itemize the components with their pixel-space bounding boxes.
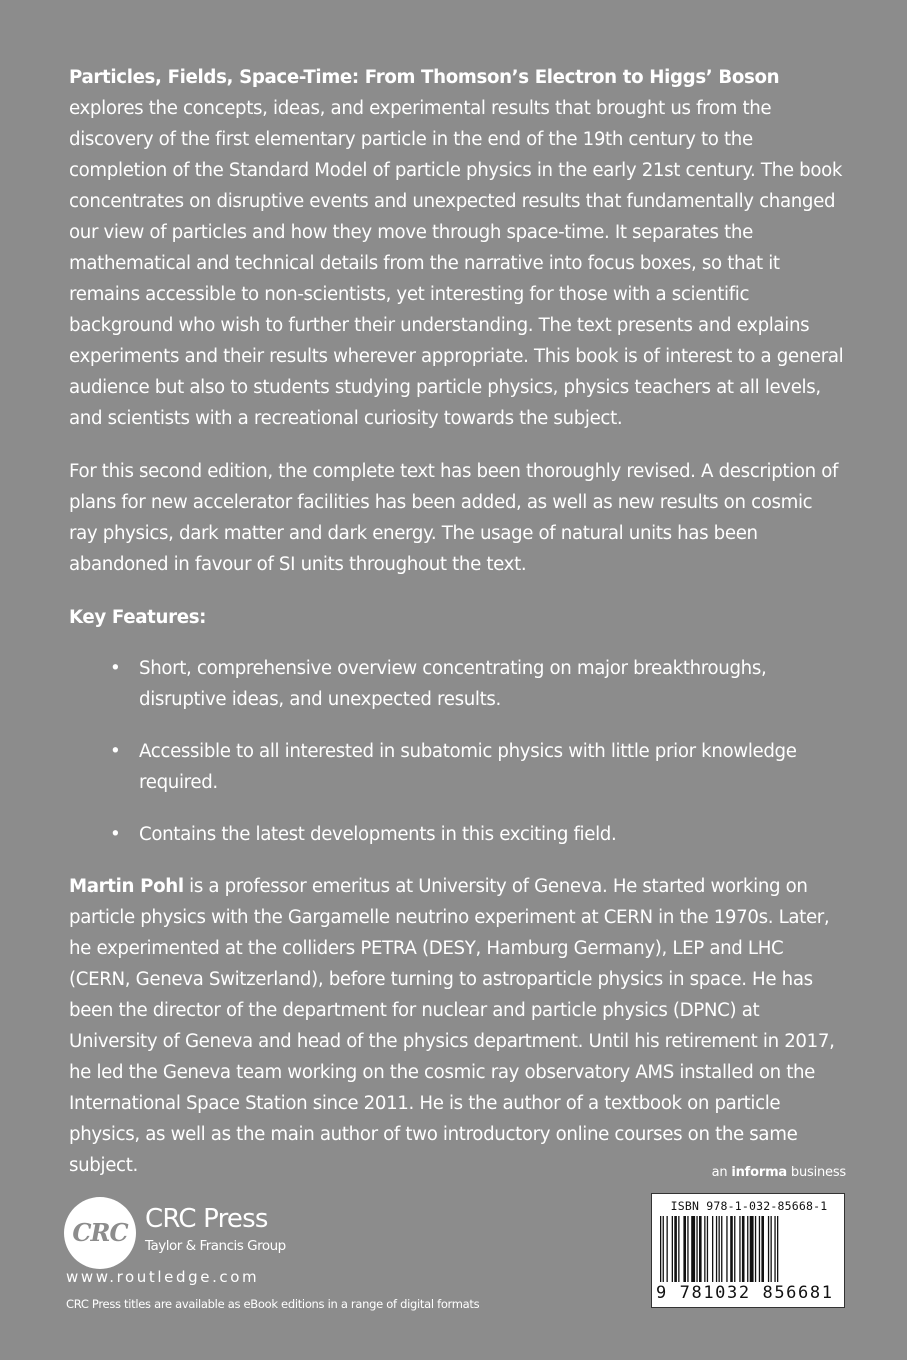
back-cover-text [69,62,844,1181]
bullet-icon: • [110,741,121,762]
key-features-list [69,653,844,850]
barcode-bar [761,1216,764,1282]
barcode-bar [719,1216,720,1282]
barcode-icon [658,1216,840,1282]
barcode-bar [750,1216,754,1282]
bullet-icon: • [110,824,121,845]
barcode-bar [747,1216,748,1282]
barcode-bar [742,1216,745,1282]
second-edition-paragraph: For this second edition, the complete text has been thoroughly revised. A description of plans for new accelerator facilities has been added, as well as new results on cosmic ray physics, dark matter and dark energy. The usage of natural units has been abandoned in favour of SI units throughout the text. [69,461,839,575]
barcode-bar [687,1216,688,1282]
barcode-bar [699,1216,702,1282]
description-paragraph [69,62,844,434]
barcode-bar [771,1216,772,1282]
barcode-bar [730,1216,733,1282]
key-feature-item [69,819,844,850]
key-feature-text: Short, comprehensive overview concentrating on major breakthroughs, disruptive ideas, and unexpected results. [139,658,767,710]
author-bio-paragraph [69,871,844,1181]
publisher-website: www.routledge.com [66,1268,260,1286]
key-feature-item [69,736,844,798]
barcode-bar [683,1216,686,1282]
barcode-bar [726,1216,727,1282]
isbn-barcode [651,1193,845,1308]
barcode-bar [712,1216,713,1282]
crc-logo-icon [64,1197,136,1269]
barcode-bar [674,1216,677,1282]
key-features-heading: Key Features: [69,607,207,628]
barcode-bar [716,1216,717,1282]
isbn-label: ISBN 978-1-032-85668-1 [670,1199,828,1213]
barcode-bar [696,1216,697,1282]
author-name: Martin Pohl [69,876,184,897]
barcode-bar [739,1216,740,1282]
barcode-bar [721,1216,722,1282]
key-feature-text: Accessible to all interested in subatomic physics with little prior knowledge required. [139,741,797,793]
book-title: Particles, Fields, Space-Time: From Thomson’s Electron to Higgs’ Boson [69,67,780,88]
barcode-digits: 9 781032 856681 [656,1283,834,1303]
barcode-bar [777,1216,778,1282]
description-text: explores the concepts, ideas, and experimental results that brought us from the discovery of the first elementary particle in the end of the 19th century to the completion of the Standard Model of particle physics in the early 21st century. The book concentrates on disruptive events and unexpected results that fundamentally changed our view of particles and how they move through space-time. It separates the mathematical and technical details from the narrative into focus boxes, so that it remains accessible to non-scientists, yet interesting for those with a scientific background who wish to further their understanding. The text presents and explains experiments and their results wherever appropriate. This book is of interest to a general audience but also to students studying particle physics, physics teachers at all levels, and scientists with a recreational curiosity towards the subject. [69,98,844,429]
key-feature-text: Contains the latest developments in this exciting field. [139,824,617,845]
barcode-bar [667,1216,668,1282]
barcode-bar [755,1216,756,1282]
bullet-icon: • [110,658,121,679]
barcode-bar [663,1216,664,1282]
barcode-bar [759,1216,760,1282]
barcode-bar [691,1216,695,1282]
barcode-bar [707,1216,708,1282]
barcode-bar [672,1216,673,1282]
author-bio-text: is a professor emeritus at University of Geneva. He started working on particle physics with the Gargamelle neutrino experiment at CERN in the 1970s. Later, he experimented at the colliders PETRA (DESY, Hamburg Germany), LEP and LHC (CERN, Geneva Switzerland), before turning to astroparticle physics in space. He has been the director of the department for nuclear and particle physics (DPNC) at University of Geneva and head of the physics department. Until his retirement in 2017, he led the Geneva team working on the cosmic ray observatory AMS installed on the International Space Station since 2011. He is the author of a textbook on particle physics, as well as the main author of two introductory online courses on the same subject. [69,876,835,1176]
key-feature-item [69,653,844,715]
publisher-name: CRC Press [145,1204,268,1234]
barcode-bar [678,1216,679,1282]
crc-logo-text: CRC [72,1218,128,1247]
barcode-bar [704,1216,705,1282]
barcode-bar [774,1216,775,1282]
barcode-bar [768,1216,769,1282]
publisher-group: Taylor & Francis Group [145,1238,286,1254]
ebook-note: CRC Press titles are available as eBook editions in a range of digital formats [66,1297,480,1311]
barcode-bar [660,1216,661,1282]
barcode-bar [734,1216,735,1282]
informa-business-tagline: an informa business [711,1165,846,1180]
